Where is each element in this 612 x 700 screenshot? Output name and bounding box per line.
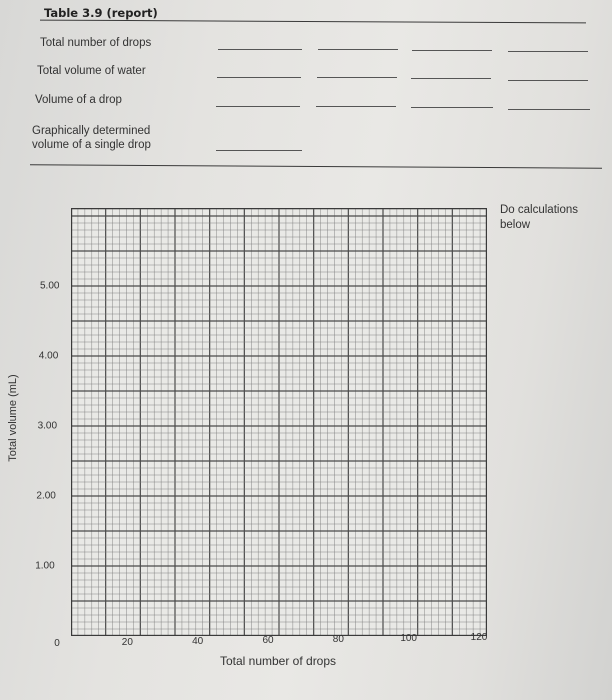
answer-blank[interactable]: [317, 77, 397, 78]
y-tick-label: 2.00: [36, 490, 56, 502]
row-label-graphical-volume: Graphically determined volume of a single drop: [32, 125, 151, 151]
x-tick-label: 80: [332, 634, 344, 645]
answer-blank[interactable]: [508, 51, 588, 52]
graph-paper[interactable]: [71, 208, 487, 641]
x-tick-label: 100: [400, 633, 417, 644]
graph-grid-svg[interactable]: [71, 208, 487, 636]
x-axis-label: Total number of drops: [219, 654, 337, 668]
answer-blank[interactable]: [318, 49, 398, 50]
answer-blank[interactable]: [412, 50, 492, 51]
y-tick-label: 5.00: [40, 280, 60, 292]
x-tick-label: 20: [121, 637, 133, 648]
x-tick-label: 60: [262, 635, 274, 646]
answer-blank[interactable]: [411, 107, 493, 108]
y-tick-label: 3.00: [37, 420, 58, 432]
answer-blank[interactable]: [316, 106, 396, 107]
x-tick-label: 40: [192, 636, 204, 647]
answer-blank[interactable]: [218, 49, 302, 50]
calculation-note: Do calculations below: [500, 204, 578, 231]
answer-blank[interactable]: [216, 150, 302, 151]
answer-blank[interactable]: [508, 109, 590, 110]
row-label-total-volume: Total volume of water: [37, 65, 146, 77]
y-tick-label: 1.00: [35, 560, 55, 572]
x-tick-label: 0: [54, 638, 60, 649]
y-tick-label: 4.00: [38, 350, 59, 362]
table-bottom-rule: [30, 164, 602, 168]
x-tick-label: 120: [470, 632, 488, 643]
y-axis-label: Total volume (mL): [7, 374, 19, 462]
row-label-total-drops: Total number of drops: [40, 37, 152, 49]
answer-blank[interactable]: [411, 78, 491, 79]
answer-blank[interactable]: [508, 80, 588, 81]
answer-blank[interactable]: [216, 106, 300, 107]
answer-blank[interactable]: [217, 77, 301, 78]
title-rule: [40, 20, 586, 24]
table-title: Table 3.9 (report): [44, 6, 158, 20]
row-label-volume-drop: Volume of a drop: [35, 94, 122, 106]
